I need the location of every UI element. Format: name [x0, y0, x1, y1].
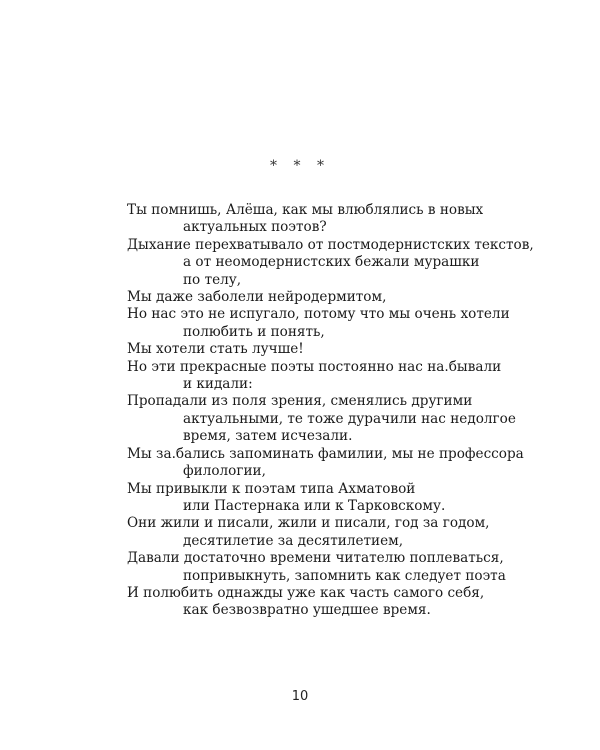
poem-line: Они жили и писали, жили и писали, год за годом, [127, 515, 490, 532]
poem-line: Но эти прекрасные поэты постоянно нас на.бывали [127, 358, 502, 375]
poem-line: Дыхание перехватывало от постмодернистских текстов, [127, 236, 534, 253]
poem-line-continuation: и кидали: [183, 376, 253, 393]
poem-text [127, 202, 547, 620]
poem-line: Ты помнишь, Алёша, как мы влюблялись в новых [127, 202, 484, 218]
poem-line-continuation: попривыкнуть, запомнить как следует поэта [183, 567, 506, 584]
poem-line-continuation: или Пастернака или к Тарковскому. [183, 497, 446, 514]
page-number: 10 [291, 689, 309, 704]
poem-line-continuation: время, затем исчезали. [183, 428, 353, 445]
poem-line: Мы даже заболели нейродермитом, [127, 289, 387, 306]
poem-line: Но нас это не испугало, потому что мы очень хотели [127, 306, 510, 323]
poem-line-continuation: десятилетие за десятилетием, [183, 532, 404, 549]
poem-line-continuation: полюбить и понять, [183, 323, 325, 340]
poem-line: И полюбить однажды уже как часть самого себя, [127, 584, 485, 601]
poem-line: Пропадали из поля зрения, сменялись другими [127, 393, 473, 410]
poem-line: Мы хотели стать лучше! [127, 341, 304, 358]
poem-line: Давали достаточно времени читателю поплеваться, [127, 550, 504, 567]
poem-line-continuation: по телу, [183, 271, 242, 288]
poem-line-continuation: а от неомодернистских бежали мурашки [183, 254, 480, 271]
poem-line-continuation: актуальными, те тоже дурачили нас недолгое [183, 410, 516, 427]
poem-line-continuation: как безвозвратно ушедшее время. [183, 602, 431, 619]
poem-line-continuation: актуальных поэтов? [183, 219, 327, 236]
poem-line: Мы за.бались запоминать фамилии, мы не профессора [127, 445, 524, 462]
poem-line-continuation: филологии, [183, 463, 266, 480]
poem-line: Мы привыкли к поэтам типа Ахматовой [127, 480, 416, 497]
section-divider: * * * [270, 158, 330, 174]
